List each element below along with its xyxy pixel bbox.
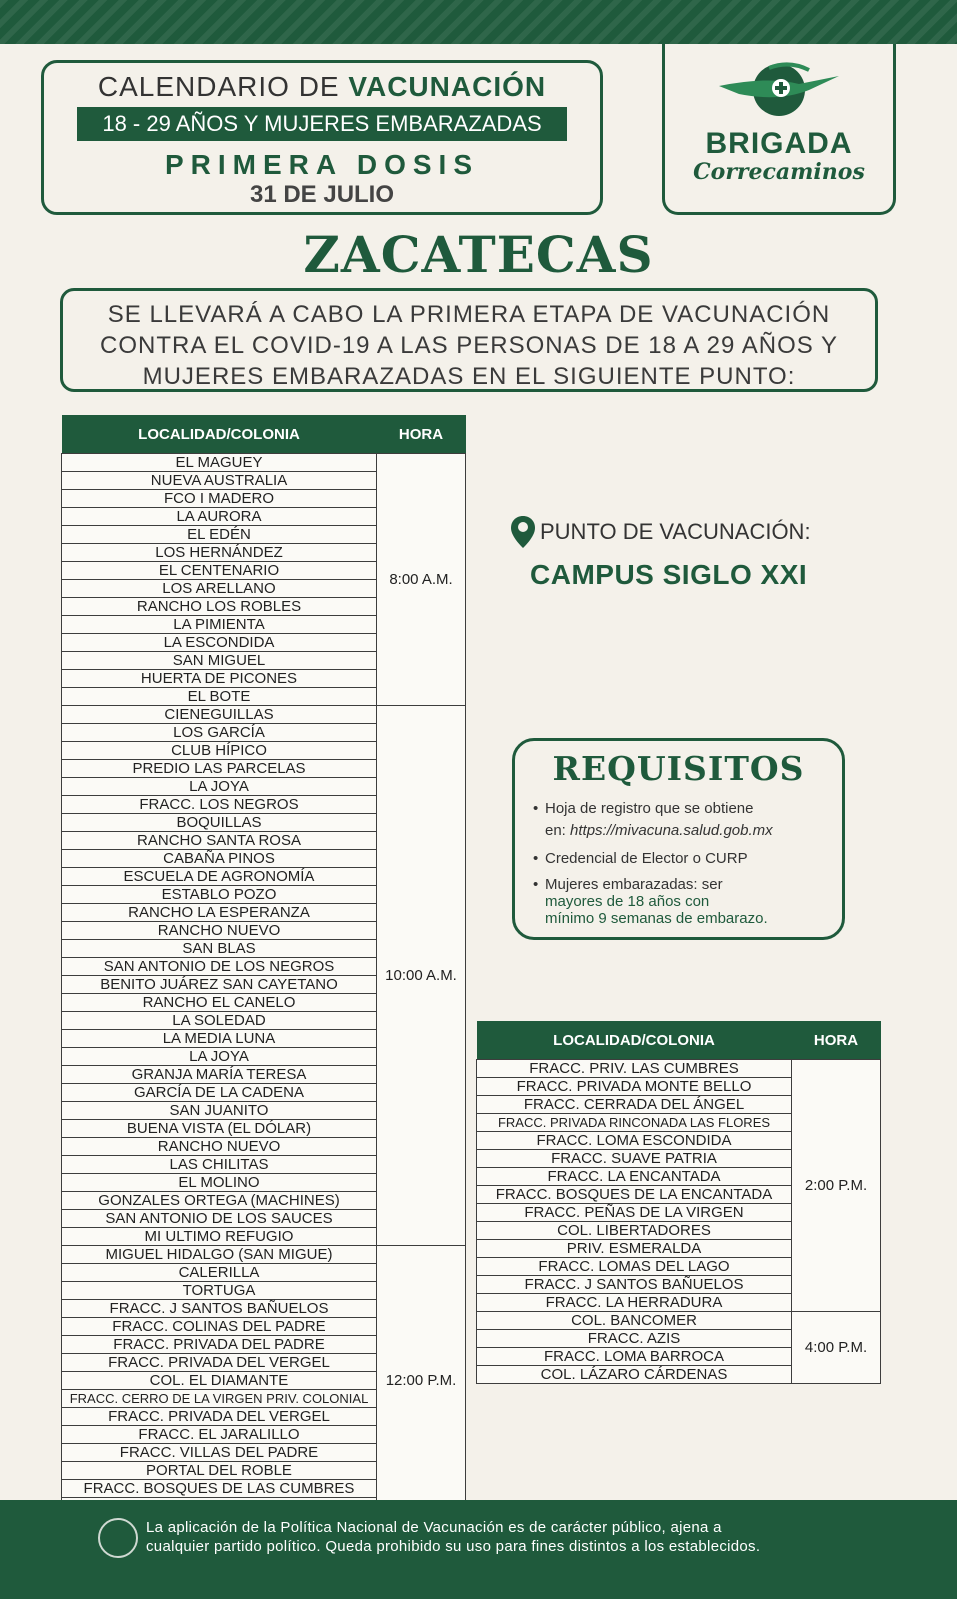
- location-cell: LOS ARELLANO: [62, 580, 377, 598]
- location-cell: CIENEGUILLAS: [62, 706, 377, 724]
- location-cell: FRACC. EL JARALILLO: [62, 1426, 377, 1444]
- time-cell: 4:00 P.M.: [792, 1312, 881, 1384]
- vaccination-point: [510, 515, 850, 591]
- vaccination-point-place: CAMPUS SIGLO XXI: [530, 559, 808, 590]
- footer-line: La aplicación de la Política Nacional de Vacunación es de carácter público, ajena a: [146, 1519, 722, 1536]
- location-cell: FRACC. SUAVE PATRIA: [477, 1150, 792, 1168]
- location-cell: FRACC. PRIVADA DEL VERGEL: [62, 1354, 377, 1372]
- location-cell: BUENA VISTA (EL DÓLAR): [62, 1120, 377, 1138]
- location-cell: FRACC. BOSQUES DE LA ENCANTADA: [477, 1186, 792, 1204]
- national-seal-icon: [98, 1518, 138, 1558]
- location-cell: FRACC. CERRO DE LA VIRGEN PRIV. COLONIAL: [62, 1390, 377, 1408]
- location-cell: FRACC. CERRADA DEL ÁNGEL: [477, 1096, 792, 1114]
- decorative-top-band: [0, 0, 957, 44]
- location-cell: MIGUEL HIDALGO (SAN MIGUE): [62, 1246, 377, 1264]
- footer-disclaimer: [0, 1500, 957, 1599]
- location-cell: FRACC. PEÑAS DE LA VIRGEN: [477, 1204, 792, 1222]
- location-cell: FRACC. COLINAS DEL PADRE: [62, 1318, 377, 1336]
- location-cell: NUEVA AUSTRALIA: [62, 472, 377, 490]
- location-cell: LA ESCONDIDA: [62, 634, 377, 652]
- location-cell: BENITO JUÁREZ SAN CAYETANO: [62, 976, 377, 994]
- table-row: [62, 1246, 466, 1264]
- location-cell: FRACC. VILLAS DEL PADRE: [62, 1444, 377, 1462]
- location-cell: ESCUELA DE AGRONOMÍA: [62, 868, 377, 886]
- brand-name: BRIGADA: [705, 127, 853, 160]
- location-cell: LA PIMIENTA: [62, 616, 377, 634]
- location-cell: PRIV. ESMERALDA: [477, 1240, 792, 1258]
- location-cell: HUERTA DE PICONES: [62, 670, 377, 688]
- location-column-header: LOCALIDAD/COLONIA: [62, 415, 377, 454]
- location-cell: FRACC. LOMAS DEL LAGO: [477, 1258, 792, 1276]
- time-column-header: HORA: [792, 1021, 881, 1060]
- location-cell: LOS GARCÍA: [62, 724, 377, 742]
- vaccination-point-label: PUNTO DE VACUNACIÓN:: [540, 519, 811, 544]
- time-column-header: HORA: [377, 415, 466, 454]
- location-cell: FRACC. AZIS: [477, 1330, 792, 1348]
- requirements-title: REQUISITOS: [552, 749, 805, 788]
- schedule-table-left: [61, 415, 466, 1516]
- event-date: 31 DE JULIO: [249, 181, 395, 208]
- schedule-left-body: [62, 454, 466, 1516]
- location-cell: FRACC. LA ENCANTADA: [477, 1168, 792, 1186]
- location-cell: FCO I MADERO: [62, 490, 377, 508]
- location-cell: FRACC. BOSQUES DE LAS CUMBRES: [62, 1480, 377, 1498]
- intro-line: SE LLEVARÁ A CABO LA PRIMERA ETAPA DE VACUNACIÓN: [107, 301, 831, 328]
- location-column-header: LOCALIDAD/COLONIA: [477, 1021, 792, 1060]
- location-cell: COL. LÁZARO CÁRDENAS: [477, 1366, 792, 1384]
- table-row: [62, 454, 466, 472]
- location-cell: RANCHO LOS ROBLES: [62, 598, 377, 616]
- location-cell: FRACC. PRIVADA RINCONADA LAS FLORES: [477, 1114, 792, 1132]
- table-header-row: [62, 415, 466, 454]
- location-cell: PREDIO LAS PARCELAS: [62, 760, 377, 778]
- location-cell: RANCHO NUEVO: [62, 1138, 377, 1156]
- brand-subtitle: Correcaminos: [693, 159, 865, 185]
- location-cell: LOS HERNÁNDEZ: [62, 544, 377, 562]
- location-cell: CABAÑA PINOS: [62, 850, 377, 868]
- location-cell: FRACC. J SANTOS BAÑUELOS: [477, 1276, 792, 1294]
- table-row: [477, 1312, 881, 1330]
- location-cell: ESTABLO POZO: [62, 886, 377, 904]
- state-title: ZACATECAS: [303, 225, 654, 284]
- location-cell: LA SOLEDAD: [62, 1012, 377, 1030]
- location-cell: FRACC. PRIVADA DEL VERGEL: [62, 1408, 377, 1426]
- requirement-item: • Mujeres embarazadas: ser mayores de 18 años con mínimo 9 semanas de embarazo.: [545, 876, 842, 927]
- location-cell: MI ULTIMO REFUGIO: [62, 1228, 377, 1246]
- location-cell: PORTAL DEL ROBLE: [62, 1462, 377, 1480]
- time-cell: 12:00 P.M.: [377, 1246, 466, 1516]
- location-cell: BOQUILLAS: [62, 814, 377, 832]
- table-row: [477, 1060, 881, 1078]
- table-row: [62, 706, 466, 724]
- intro-line: MUJERES EMBARAZADAS EN EL SIGUIENTE PUNTO:: [142, 363, 796, 390]
- location-cell: TORTUGA: [62, 1282, 377, 1300]
- table-header-row: [477, 1021, 881, 1060]
- location-cell: FRACC. PRIV. LAS CUMBRES: [477, 1060, 792, 1078]
- target-group-banner: 18 - 29 AÑOS Y MUJERES EMBARAZADAS: [77, 107, 567, 141]
- location-cell: CLUB HÍPICO: [62, 742, 377, 760]
- location-cell: FRACC. PRIVADA MONTE BELLO: [477, 1078, 792, 1096]
- time-cell: 10:00 A.M.: [377, 706, 466, 1246]
- location-cell: COL. LIBERTADORES: [477, 1222, 792, 1240]
- requirement-item: • Credencial de Elector o CURP: [545, 848, 842, 870]
- location-cell: RANCHO NUEVO: [62, 922, 377, 940]
- location-cell: SAN MIGUEL: [62, 652, 377, 670]
- requirements-box: [512, 738, 845, 940]
- registration-link[interactable]: https://mivacuna.salud.gob.mx: [570, 822, 773, 839]
- location-cell: FRACC. LA HERRADURA: [477, 1294, 792, 1312]
- location-cell: COL. EL DIAMANTE: [62, 1372, 377, 1390]
- location-cell: LAS CHILITAS: [62, 1156, 377, 1174]
- location-cell: SAN ANTONIO DE LOS SAUCES: [62, 1210, 377, 1228]
- intro-line: CONTRA EL COVID-19 A LAS PERSONAS DE 18 A 29 AÑOS Y: [100, 332, 838, 359]
- requirement-item: • Hoja de registro que se obtiene en: https://mivacuna.salud.gob.mx: [545, 798, 842, 842]
- location-cell: GRANJA MARÍA TERESA: [62, 1066, 377, 1084]
- location-cell: LA MEDIA LUNA: [62, 1030, 377, 1048]
- location-cell: CALERILLA: [62, 1264, 377, 1282]
- intro-notice: [60, 288, 878, 392]
- requirements-list: [515, 798, 842, 927]
- location-cell: LA AURORA: [62, 508, 377, 526]
- location-cell: LA JOYA: [62, 778, 377, 796]
- calendar-title: CALENDARIO DE VACUNACIÓN: [97, 71, 547, 102]
- location-cell: SAN ANTONIO DE LOS NEGROS: [62, 958, 377, 976]
- location-cell: LA JOYA: [62, 1048, 377, 1066]
- location-cell: FRACC. LOMA BARROCA: [477, 1348, 792, 1366]
- location-cell: SAN BLAS: [62, 940, 377, 958]
- location-cell: RANCHO EL CANELO: [62, 994, 377, 1012]
- location-cell: SAN JUANITO: [62, 1102, 377, 1120]
- time-cell: 2:00 P.M.: [792, 1060, 881, 1312]
- location-cell: EL BOTE: [62, 688, 377, 706]
- roadrunner-logo-icon: [709, 56, 849, 118]
- location-cell: GARCÍA DE LA CADENA: [62, 1084, 377, 1102]
- location-cell: FRACC. LOS NEGROS: [62, 796, 377, 814]
- location-cell: GONZALES ORTEGA (MACHINES): [62, 1192, 377, 1210]
- time-cell: 8:00 A.M.: [377, 454, 466, 706]
- location-cell: EL MOLINO: [62, 1174, 377, 1192]
- schedule-table-right: [476, 1021, 881, 1384]
- location-pin-icon: [510, 515, 536, 549]
- location-cell: COL. BANCOMER: [477, 1312, 792, 1330]
- location-cell: FRACC. PRIVADA DEL PADRE: [62, 1336, 377, 1354]
- location-cell: FRACC. LOMA ESCONDIDA: [477, 1132, 792, 1150]
- calendar-title-box: [41, 60, 603, 215]
- location-cell: EL MAGUEY: [62, 454, 377, 472]
- location-cell: EL CENTENARIO: [62, 562, 377, 580]
- dose-label: PRIMERA DOSIS: [165, 149, 479, 180]
- location-cell: FRACC. J SANTOS BAÑUELOS: [62, 1300, 377, 1318]
- brigada-brand-box: [662, 44, 896, 215]
- footer-line: cualquier partido político. Queda prohibido su uso para fines distintos a los establecidos.: [146, 1538, 761, 1555]
- location-cell: EL EDÉN: [62, 526, 377, 544]
- schedule-right-body: [477, 1060, 881, 1384]
- location-cell: RANCHO LA ESPERANZA: [62, 904, 377, 922]
- location-cell: RANCHO SANTA ROSA: [62, 832, 377, 850]
